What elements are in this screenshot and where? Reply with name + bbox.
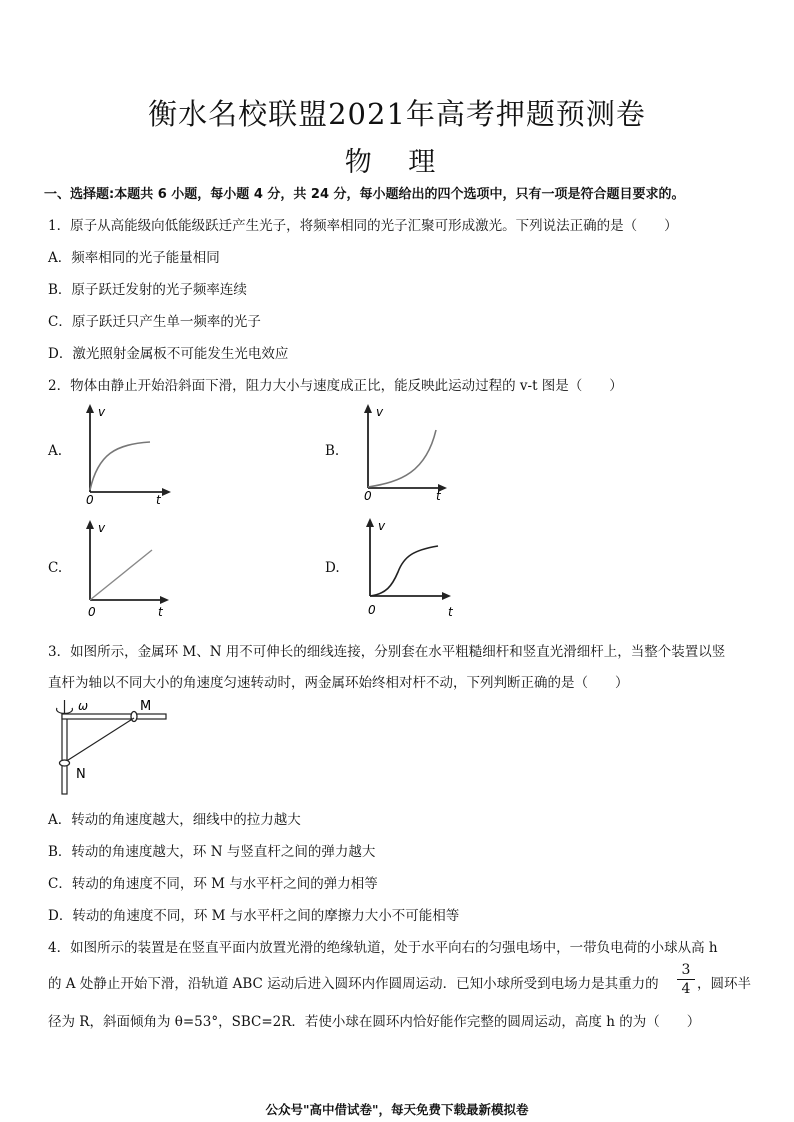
x-arrow — [160, 596, 169, 604]
v-label: v — [378, 519, 386, 533]
graph-a-label: A. — [48, 443, 63, 459]
x-arrow — [442, 592, 451, 600]
t-label: t — [436, 489, 441, 503]
graph-b — [356, 402, 456, 506]
question-1-option-c: C．原子跃迁只产生单一频率的光子 — [48, 314, 261, 330]
fraction-denominator: 4 — [681, 981, 691, 997]
graph-d-label: D. — [325, 560, 340, 576]
ring-n — [60, 760, 70, 766]
question-1-option-d: D．激光照射金属板不可能发生光电效应 — [48, 346, 289, 362]
graph-d — [358, 516, 462, 620]
t-label: t — [448, 605, 453, 619]
origin-label: 0 — [86, 493, 94, 506]
graph-b-label: B. — [325, 443, 340, 459]
omega-label: ω — [78, 699, 89, 713]
question-2-stem: 2．物体由静止开始沿斜面下滑，阻力大小与速度成正比，能反映此运动过程的 v-t 图是（ ） — [48, 378, 623, 394]
y-arrow — [364, 404, 372, 413]
horizontal-rod — [62, 714, 166, 719]
string — [65, 718, 134, 762]
question-1-option-a: A．频率相同的光子能量相同 — [48, 250, 220, 266]
v-label: v — [98, 521, 106, 535]
n-label: N — [76, 767, 86, 782]
origin-label: 0 — [88, 605, 96, 619]
graph-c — [78, 518, 178, 622]
y-arrow — [86, 520, 94, 529]
question-3-option-c: C．转动的角速度不同，环 M 与水平杆之间的弹力相等 — [48, 876, 378, 892]
y-arrow — [366, 518, 374, 527]
fraction-numerator: 3 — [681, 962, 691, 978]
v-label: v — [376, 405, 384, 419]
question-1-option-b: B．原子跃迁发射的光子频率连续 — [48, 282, 247, 298]
page-title: 衡水名校联盟2021年高考押题预测卷 — [148, 97, 646, 131]
question-3-stem-line-1: 3．如图所示，金属环 M、N 用不可伸长的细线连接，分别套在水平粗糙细杆和竖直光滑细杆上，当整个装置以竖 — [48, 644, 726, 660]
fraction-three-quarters — [677, 962, 695, 997]
curve — [90, 442, 150, 490]
question-3-option-a: A．转动的角速度越大，细线中的拉力越大 — [48, 812, 301, 828]
line — [90, 550, 152, 600]
question-3-stem-line-2: 直杆为轴以不同大小的角速度匀速转动时，两金属环始终相对杆不动，下列判断正确的是（ ） — [48, 675, 629, 691]
y-arrow — [86, 404, 94, 413]
graph-a — [78, 402, 178, 506]
question-3-option-d: D．转动的角速度不同，环 M 与水平杆之间的摩擦力大小不可能相等 — [48, 908, 460, 924]
page-subtitle: 物 理 — [344, 147, 450, 178]
question-4-line-1: 4．如图所示的装置是在竖直平面内放置光滑的绝缘轨道，处于水平向右的匀强电场中，一带负电荷的小球从高 h — [48, 940, 718, 956]
question-3-option-b: B．转动的角速度越大，环 N 与竖直杆之间的弹力越大 — [48, 844, 376, 860]
graph-c-label: C. — [48, 560, 63, 576]
m-label: M — [140, 699, 152, 714]
v-label: v — [98, 405, 106, 419]
question-4-line-2-tail: ，圆环半 — [697, 976, 751, 992]
origin-label: 0 — [368, 603, 376, 617]
section-heading: 一、选择题:本题共 6 小题，每小题 4 分，共 24 分，每小题给出的四个选项中，只有一项是符合题目要求的。 — [44, 187, 685, 202]
x-arrow — [162, 488, 171, 496]
origin-label: 0 — [364, 489, 372, 503]
footer-note: 公众号"高中借试卷"，每天免费下载最新模拟卷 — [265, 1102, 529, 1117]
t-label: t — [156, 493, 161, 506]
question-1-stem: 1．原子从高能级向低能级跃迁产生光子，将频率相同的光子汇聚可形成激光。下列说法正确的是（ ） — [48, 218, 678, 234]
question-4-line-2: 的 A 处静止开始下滑，沿轨道 ABC 运动后进入圆环内作圆周运动．已知小球所受到电场力是其重力的 — [48, 976, 659, 992]
rotating-rod-figure — [52, 696, 182, 798]
curve — [368, 430, 436, 487]
curve — [370, 546, 438, 596]
vertical-rod — [62, 714, 67, 794]
question-4-line-3: 径为 R，斜面倾角为 θ=53°，SBC=2R．若使小球在圆环内恰好能作完整的圆周运动，高度 h 的为（ ） — [48, 1014, 701, 1030]
t-label: t — [158, 605, 163, 619]
